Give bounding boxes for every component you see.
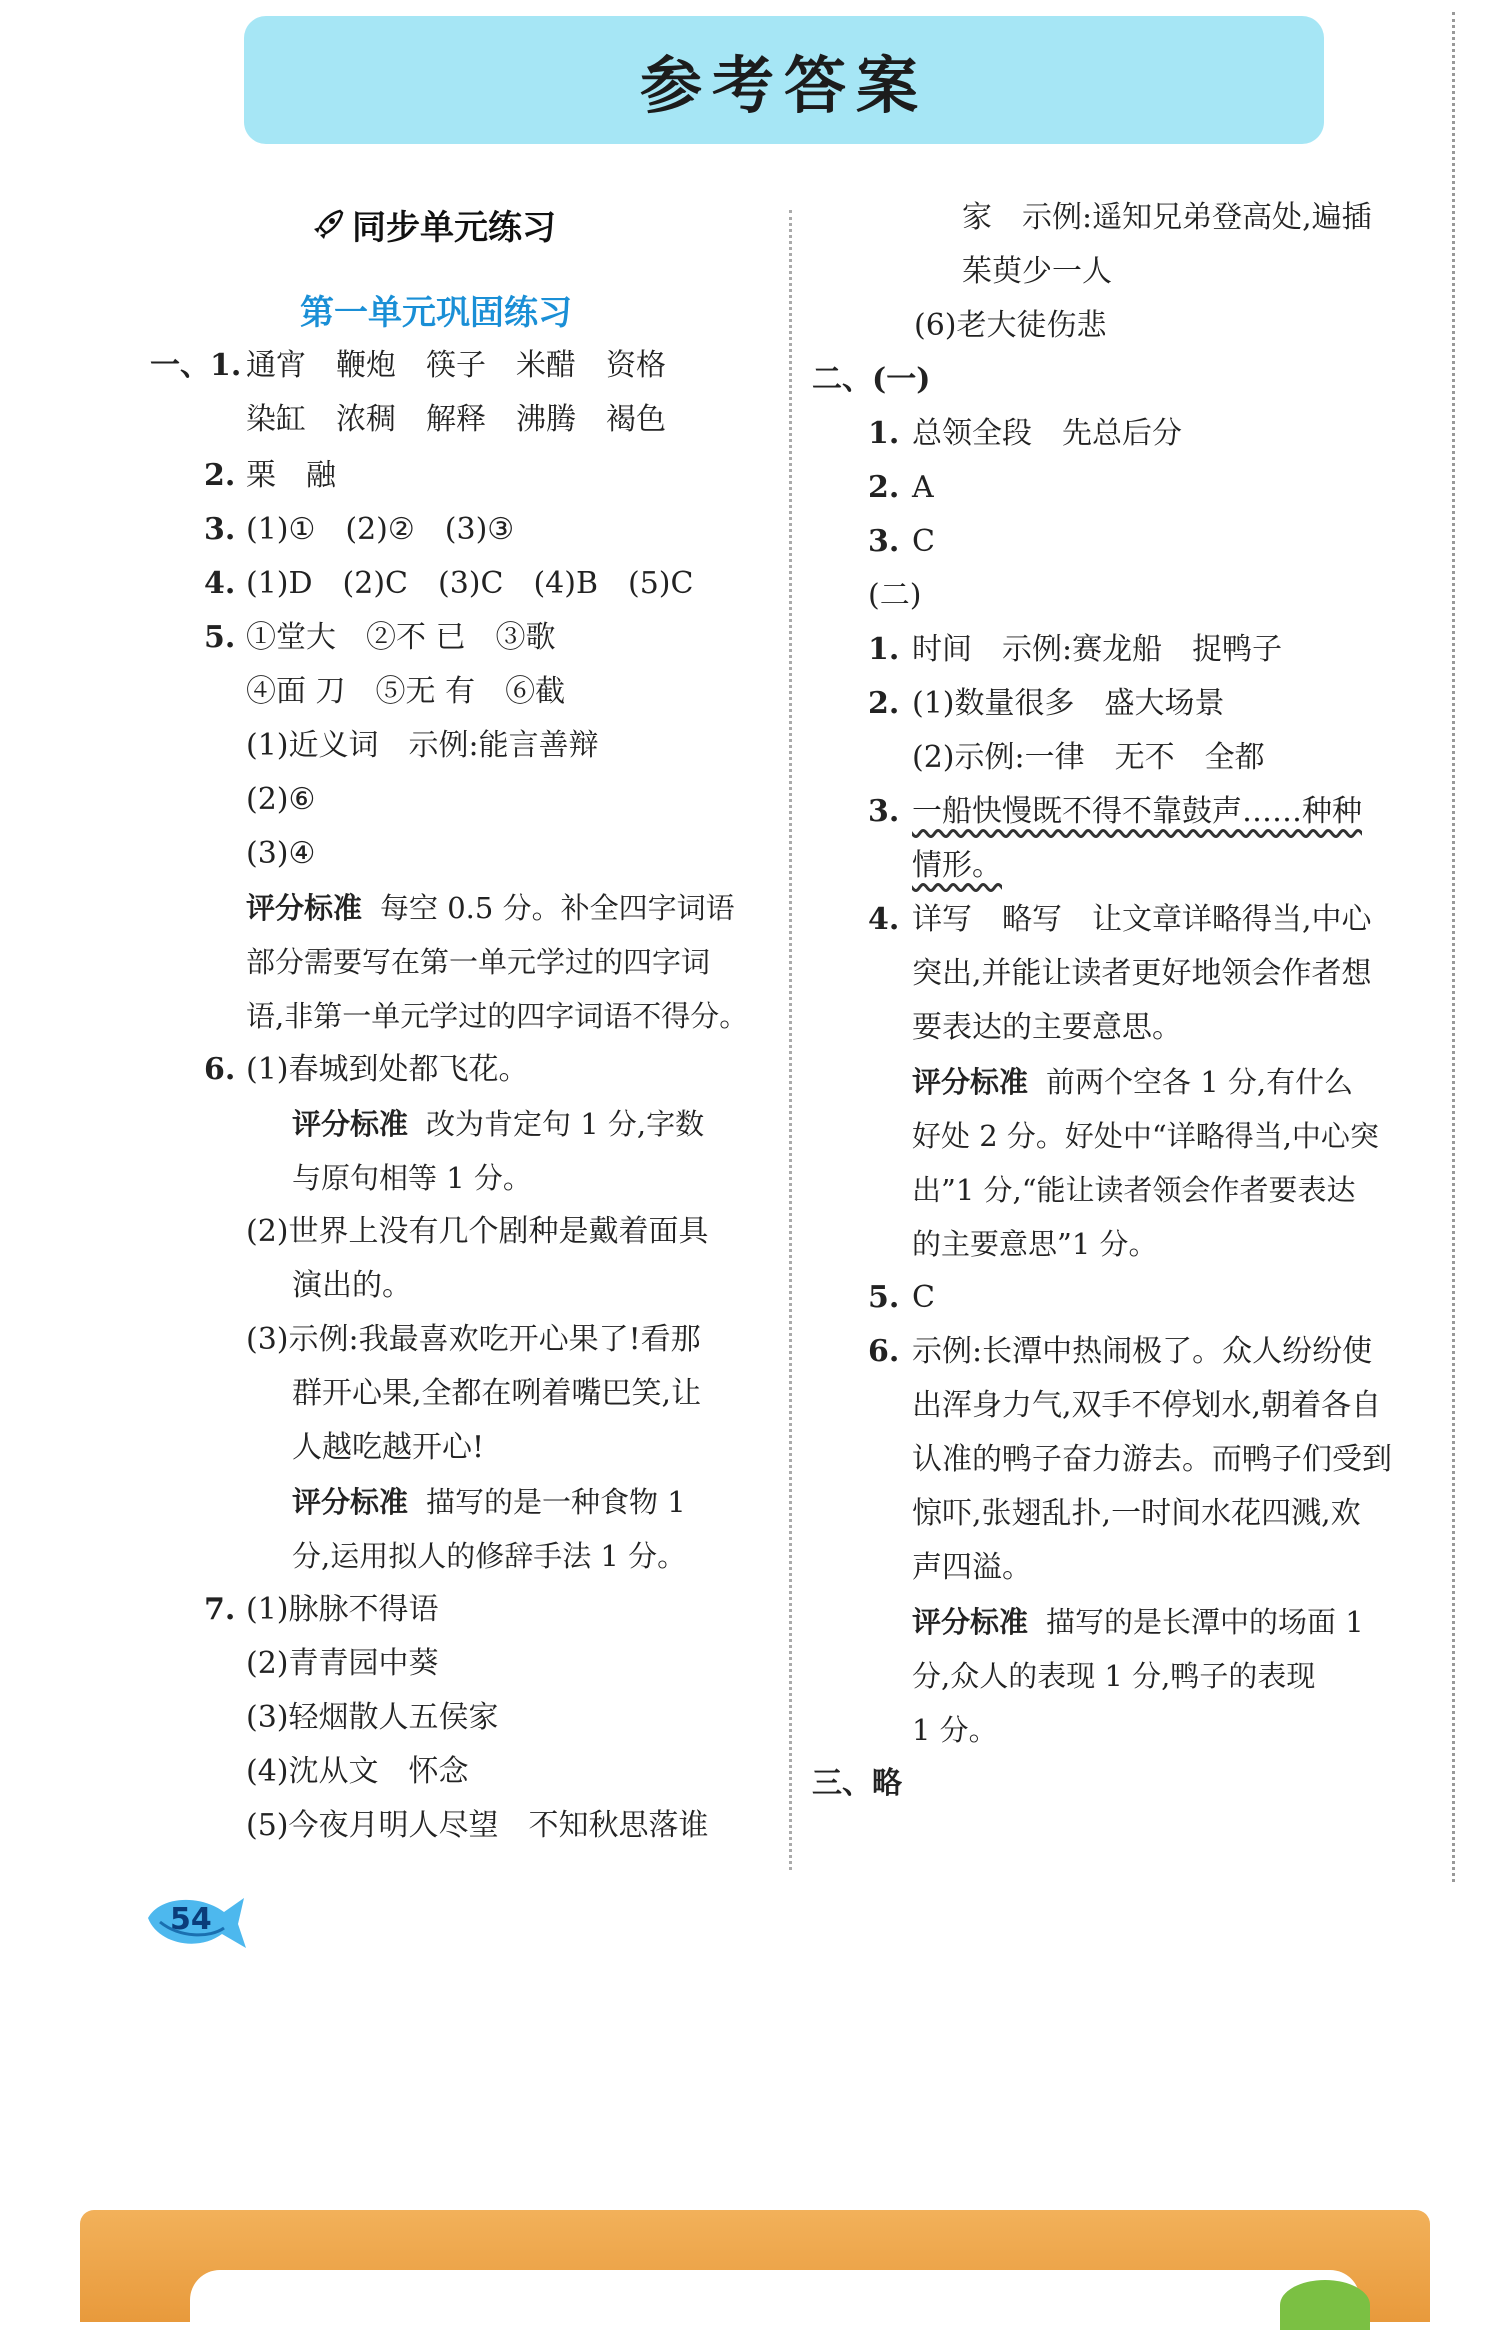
q1-number: 一、1. <box>150 348 242 383</box>
s6-answer-line-1: 示例:长潭中热闹极了。众人纷纷使 <box>912 1334 1373 1369</box>
q1-answer-line-2: 染缸 浓稠 解释 沸腾 褐色 <box>246 402 666 437</box>
q6-answer-line-3: 演出的。 <box>292 1268 412 1303</box>
s4-number: 4. <box>868 902 900 937</box>
section-heading <box>310 200 556 249</box>
q5-answer-line-5: (3)④ <box>246 836 316 871</box>
score-label: 评分标准 <box>292 1107 409 1141</box>
cont-line-3: (6)老大徒伤悲 <box>914 308 1107 343</box>
q7-answer-line-1: (1)脉脉不得语 <box>246 1592 439 1627</box>
column-divider <box>789 210 792 1870</box>
subpart-2-heading: (二) <box>868 578 922 613</box>
s6-score-line-3: 1 分。 <box>912 1713 998 1747</box>
q5-score-line-2: 部分需要写在第一单元学过的四字词 <box>246 945 711 979</box>
score-label: 评分标准 <box>246 891 363 925</box>
score-label: 评分标准 <box>292 1485 409 1519</box>
cont-line-2: 茱萸少一人 <box>962 254 1112 289</box>
s6-answer-line-4: 惊吓,张翅乱扑,一时间水花四溅,欢 <box>912 1496 1361 1531</box>
s4-score-line-1: 评分标准 前两个空各 1 分,有什么 <box>912 1065 1354 1099</box>
r3-answer: C <box>912 524 935 559</box>
q7-answer-line-2: (2)青青园中葵 <box>246 1646 439 1681</box>
s4-score-line-2: 好处 2 分。好处中“详略得当,中心突 <box>912 1119 1379 1153</box>
q1-answer-line-1: 通宵 鞭炮 筷子 米醋 资格 <box>246 348 666 383</box>
s6-number: 6. <box>868 1334 900 1369</box>
page-number-badge <box>140 1888 250 1958</box>
rocket-icon <box>310 207 346 243</box>
score-label: 评分标准 <box>912 1605 1029 1639</box>
s3-answer-line-2: 情形。 <box>912 848 1002 883</box>
score-label: 评分标准 <box>912 1065 1029 1099</box>
q7-answer-line-3: (3)轻烟散人五侯家 <box>246 1700 499 1735</box>
s5-number: 5. <box>868 1280 900 1315</box>
next-page-edge <box>80 2210 1430 2322</box>
q3-number: 3. <box>204 512 236 547</box>
leaf-decoration-icon <box>1280 2280 1370 2330</box>
r1-number: 1. <box>868 416 900 451</box>
s3-number: 3. <box>868 794 900 829</box>
q5-answer-line-3: (1)近义词 示例:能言善辩 <box>246 728 599 763</box>
next-page-inner <box>190 2270 1360 2330</box>
s6-answer-line-5: 声四溢。 <box>912 1550 1032 1585</box>
q4-number: 4. <box>204 566 236 601</box>
q6-answer-line-1: (1)春城到处都飞花。 <box>246 1052 529 1087</box>
page-edge-dotted-line <box>1452 12 1455 1882</box>
q2-answer: 栗 融 <box>246 458 336 493</box>
q7-answer-line-4: (4)沈从文 怀念 <box>246 1754 469 1789</box>
s3-answer-line-1: 一船快慢既不得不靠鼓声……种种 <box>912 794 1362 829</box>
page-number: 54 <box>170 1902 212 1937</box>
s2-number: 2. <box>868 686 900 721</box>
part-2-heading: 二、(一) <box>812 362 931 397</box>
part-3-heading: 三、略 <box>812 1766 902 1801</box>
title-banner <box>244 16 1324 144</box>
s4-score-line-3: 出”1 分,“能让读者领会作者要表达 <box>912 1173 1356 1207</box>
page-title: 参考答案 <box>639 48 928 122</box>
s6-answer-line-2: 出浑身力气,双手不停划水,朝着各自 <box>912 1388 1382 1423</box>
s5-answer: C <box>912 1280 935 1315</box>
q5-score-line-1: 评分标准 每空 0.5 分。补全四字词语 <box>246 891 735 925</box>
r3-number: 3. <box>868 524 900 559</box>
q2-number: 2. <box>204 458 236 493</box>
s2-answer-line-2: (2)示例:一律 无不 全都 <box>912 740 1265 775</box>
s6-score-line-2: 分,众人的表现 1 分,鸭子的表现 <box>912 1659 1316 1693</box>
r2-number: 2. <box>868 470 900 505</box>
section-heading-text: 同步单元练习 <box>352 208 556 248</box>
cont-line-1: 家 示例:遥知兄弟登高处,遍插 <box>962 200 1372 235</box>
unit-title: 第一单元巩固练习 <box>300 293 572 333</box>
q6-score-line-2: 与原句相等 1 分。 <box>292 1161 532 1195</box>
q6-answer-line-2: (2)世界上没有几个剧种是戴着面具 <box>246 1214 709 1249</box>
q6-score-line-1: 评分标准 改为肯定句 1 分,字数 <box>292 1107 705 1141</box>
q6-answer-line-6: 人越吃越开心! <box>292 1430 485 1465</box>
q5-answer-line-4: (2)⑥ <box>246 782 316 817</box>
r2-answer: A <box>912 470 934 505</box>
q5-number: 5. <box>204 620 236 655</box>
q7-number: 7. <box>204 1592 236 1627</box>
q5-answer-line-2: ④面 刀 ⑤无 有 ⑥截 <box>246 674 566 709</box>
q5-score-line-3: 语,非第一单元学过的四字词语不得分。 <box>246 999 749 1033</box>
q6-score-line-3: 评分标准 描写的是一种食物 1 <box>292 1485 686 1519</box>
r1-answer: 总领全段 先总后分 <box>912 416 1182 451</box>
s4-answer-line-3: 要表达的主要意思。 <box>912 1010 1182 1045</box>
s1-number: 1. <box>868 632 900 667</box>
q5-answer-line-1: ①堂大 ②不 已 ③歌 <box>246 620 556 655</box>
s6-answer-line-3: 认准的鸭子奋力游去。而鸭子们受到 <box>912 1442 1392 1477</box>
q6-answer-line-5: 群开心果,全都在咧着嘴巴笑,让 <box>292 1376 702 1411</box>
s2-answer-line-1: (1)数量很多 盛大场景 <box>912 686 1225 721</box>
q6-score-line-4: 分,运用拟人的修辞手法 1 分。 <box>292 1539 687 1573</box>
s4-answer-line-2: 突出,并能让读者更好地领会作者想 <box>912 956 1372 991</box>
s4-score-line-4: 的主要意思”1 分。 <box>912 1227 1158 1261</box>
q4-answer: (1)D (2)C (3)C (4)B (5)C <box>246 566 694 601</box>
q3-answer: (1)① (2)② (3)③ <box>246 512 515 547</box>
q7-answer-line-5: (5)今夜月明人尽望 不知秋思落谁 <box>246 1808 709 1843</box>
q6-answer-line-4: (3)示例:我最喜欢吃开心果了!看那 <box>246 1322 701 1357</box>
s4-answer-line-1: 详写 略写 让文章详略得当,中心 <box>912 902 1372 937</box>
s6-score-line-1: 评分标准 描写的是长潭中的场面 1 <box>912 1605 1364 1639</box>
q6-number: 6. <box>204 1052 236 1087</box>
s1-answer: 时间 示例:赛龙船 捉鸭子 <box>912 632 1283 667</box>
